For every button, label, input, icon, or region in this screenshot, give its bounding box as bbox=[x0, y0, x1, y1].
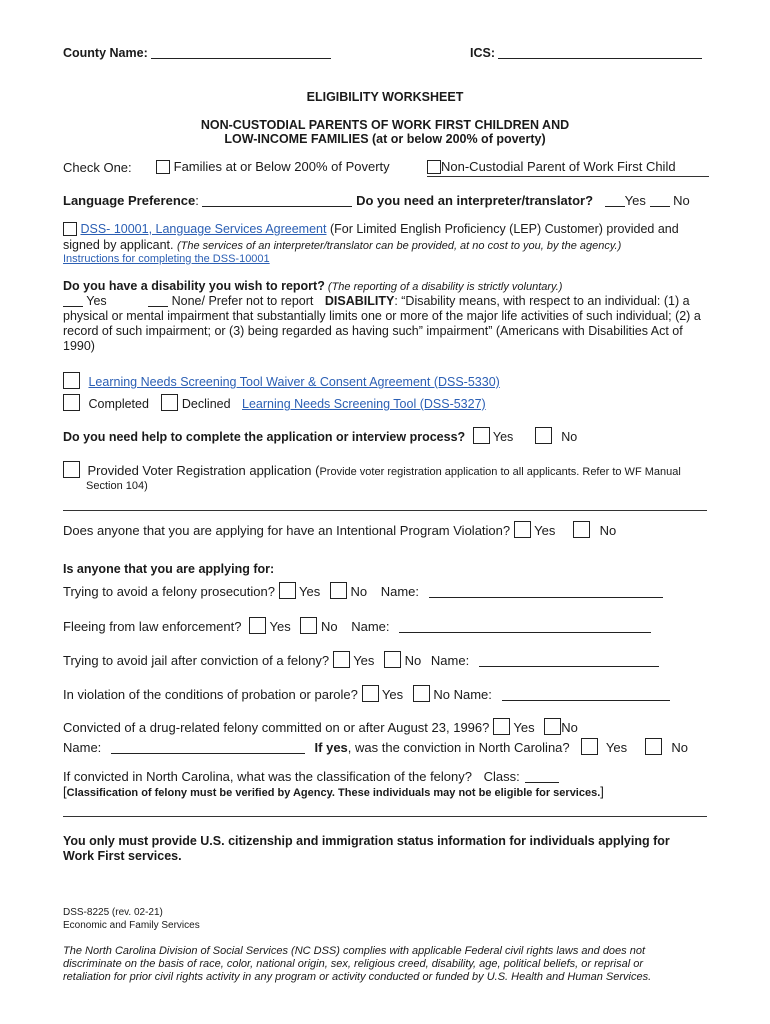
dss10001-row bbox=[63, 222, 679, 236]
help-no-checkbox[interactable] bbox=[535, 427, 552, 444]
language-colon: : bbox=[195, 193, 199, 208]
dss10001-instructions-link[interactable]: Instructions for completing the DSS-10001 bbox=[63, 253, 270, 265]
nc-no-checkbox[interactable] bbox=[645, 738, 662, 755]
drug-yes-label: Yes bbox=[513, 720, 535, 735]
ics-row bbox=[470, 46, 702, 60]
class-label: Class: bbox=[483, 769, 520, 784]
fleeing-no-label: No bbox=[320, 619, 338, 634]
felony-no-checkbox[interactable] bbox=[330, 582, 347, 599]
jail-question: Trying to avoid jail after conviction of a felony? bbox=[63, 653, 330, 668]
families-checkbox[interactable] bbox=[156, 160, 170, 174]
drug-no-label: No bbox=[561, 720, 578, 735]
noncustodial-label: Non-Custodial Parent of Work First Child bbox=[441, 159, 676, 174]
felony-yes-label: Yes bbox=[299, 584, 321, 599]
disability-answer-row bbox=[63, 294, 690, 308]
worksheet-subtitle-1: NON-CUSTODIAL PARENTS OF WORK FIRST CHILDREN AND bbox=[200, 118, 570, 132]
probation-row bbox=[63, 685, 670, 702]
interpreter-yes-label: Yes bbox=[624, 193, 646, 208]
dss10001-signed: signed by applicant. bbox=[63, 238, 177, 252]
dss10001-text: (For Limited English Proficiency (LEP) Customer) provided and bbox=[326, 222, 679, 236]
interpreter-yes-blank[interactable] bbox=[605, 206, 625, 207]
interpreter-no-label: No bbox=[673, 193, 690, 208]
county-name-row bbox=[63, 46, 331, 60]
jail-no-checkbox[interactable] bbox=[384, 651, 401, 668]
classification-note-row: [Classification of felony must be verified by Agency. These individuals may not be eligible for services.] bbox=[63, 784, 604, 799]
dss10001-row-2 bbox=[63, 238, 621, 252]
civil-rights-1: The North Carolina Division of Social Services (NC DSS) complies with applicable Federal civil rights laws and does not bbox=[63, 945, 646, 957]
drug-name-field[interactable] bbox=[111, 753, 305, 754]
lnst-waiver-checkbox[interactable] bbox=[63, 372, 80, 389]
lnst-waiver-link[interactable]: Learning Needs Screening Tool Waiver & Consent Agreement (DSS-5330) bbox=[88, 375, 500, 389]
check-one-option-noncustodial[interactable] bbox=[427, 159, 676, 174]
civil-rights-3: retaliation for prior civil rights activity in any program or activity conducted or funded by U.S. Health and Human Services. bbox=[63, 971, 652, 983]
noncustodial-checkbox[interactable] bbox=[427, 160, 441, 174]
ics-field[interactable] bbox=[498, 58, 702, 59]
interpreter-no-blank[interactable] bbox=[650, 206, 670, 207]
drug-if-yes: If yes bbox=[314, 740, 348, 755]
felony-row bbox=[63, 582, 663, 599]
lnst-tool-link[interactable]: Learning Needs Screening Tool (DSS-5327) bbox=[242, 397, 486, 411]
drug-nc-question: , was the conviction in North Carolina? bbox=[347, 740, 570, 755]
ipv-question: Does anyone that you are applying for have an Intentional Program Violation? bbox=[63, 523, 511, 538]
probation-yes-label: Yes bbox=[381, 687, 404, 702]
voter-label: Provided Voter Registration application ( bbox=[87, 463, 320, 478]
fleeing-question: Fleeing from law enforcement? bbox=[63, 619, 242, 634]
nc-no-label: No bbox=[671, 740, 688, 755]
drug-name-label: Name: bbox=[63, 740, 102, 755]
dss10001-link[interactable]: DSS- 10001, Language Services Agreement bbox=[80, 222, 327, 236]
ipv-no-checkbox[interactable] bbox=[573, 521, 590, 538]
disability-def-2: physical or mental impairment that substantially limits one or more of the major life activities of such individual; (2) a bbox=[63, 309, 701, 323]
disability-none-label: None/ Prefer not to report bbox=[171, 294, 314, 308]
disability-yes-blank[interactable] bbox=[63, 306, 83, 307]
help-row bbox=[63, 427, 577, 444]
fleeing-row bbox=[63, 617, 651, 634]
voter-note-2: Section 104) bbox=[86, 480, 148, 492]
probation-yes-checkbox[interactable] bbox=[362, 685, 379, 702]
drug-yes-checkbox[interactable] bbox=[493, 718, 510, 735]
nc-yes-checkbox[interactable] bbox=[581, 738, 598, 755]
disability-question: Do you have a disability you wish to report? bbox=[63, 279, 325, 293]
classification-row bbox=[63, 769, 559, 784]
civil-rights-2: discriminate on the basis of race, color, national origin, sex, religious creed, disability, age, political beliefs, or reprisal or bbox=[63, 958, 644, 970]
jail-yes-label: Yes bbox=[353, 653, 375, 668]
probation-name-field[interactable] bbox=[502, 700, 670, 701]
lnst-declined-label: Declined bbox=[181, 397, 231, 411]
worksheet-title: ELIGIBILITY WORKSHEET bbox=[306, 90, 464, 104]
felony-yes-checkbox[interactable] bbox=[279, 582, 296, 599]
fleeing-name-label: Name: bbox=[351, 619, 390, 634]
fleeing-no-checkbox[interactable] bbox=[300, 617, 317, 634]
applying-heading: Is anyone that you are applying for: bbox=[63, 562, 275, 576]
disability-note: (The reporting of a disability is strictly voluntary.) bbox=[324, 281, 563, 293]
section-divider-2 bbox=[63, 816, 707, 817]
check-one-label: Check One: bbox=[63, 160, 132, 175]
probation-no-checkbox[interactable] bbox=[413, 685, 430, 702]
voter-checkbox[interactable] bbox=[63, 461, 80, 478]
worksheet-subtitle-2: LOW-INCOME FAMILIES (at or below 200% of poverty) bbox=[224, 132, 546, 146]
ipv-row bbox=[63, 521, 616, 538]
class-field[interactable] bbox=[525, 782, 559, 783]
disability-yes-label: Yes bbox=[86, 294, 107, 308]
fleeing-name-field[interactable] bbox=[399, 632, 651, 633]
dss10001-checkbox[interactable] bbox=[63, 222, 77, 236]
probation-question: In violation of the conditions of probation or parole? bbox=[63, 687, 358, 702]
dss10001-note: (The services of an interpreter/translator can be provided, at no cost to you, by the agency.) bbox=[176, 240, 622, 252]
citizenship-line-2: Work First services. bbox=[63, 849, 182, 863]
nc-yes-label: Yes bbox=[605, 740, 628, 755]
language-field[interactable] bbox=[202, 206, 352, 207]
drug-no-checkbox[interactable] bbox=[544, 718, 561, 735]
families-label: Families at or Below 200% of Poverty bbox=[173, 159, 390, 174]
voter-row bbox=[63, 461, 681, 478]
section-divider-1 bbox=[63, 510, 707, 511]
citizenship-line-1: You only must provide U.S. citizenship and immigration status information for individuals applying for bbox=[63, 834, 670, 848]
check-one-option-families[interactable] bbox=[156, 159, 390, 174]
department: Economic and Family Services bbox=[63, 920, 200, 931]
felony-no-label: No bbox=[350, 584, 368, 599]
disability-def-label: DISABILITY bbox=[324, 294, 395, 308]
language-label: Language Preference bbox=[63, 193, 196, 208]
ics-label: ICS: bbox=[470, 46, 495, 60]
disability-def-3: record of such impairment; or (3) being regarded as having such” impairment” (Americans with Disabilities Act of bbox=[63, 324, 683, 338]
ipv-yes-label: Yes bbox=[534, 523, 556, 538]
voter-note: Provide voter registration application to all applicants. Refer to WF Manual bbox=[319, 466, 681, 478]
jail-name-field[interactable] bbox=[479, 666, 659, 667]
disability-def-1: : “Disability means, with respect to an individual: (1) a bbox=[394, 294, 690, 308]
lnst-completed-label: Completed bbox=[88, 397, 149, 411]
jail-yes-checkbox[interactable] bbox=[333, 651, 350, 668]
felony-name-field[interactable] bbox=[429, 597, 663, 598]
drug-name-row bbox=[63, 738, 688, 755]
drug-question: Convicted of a drug-related felony committed on or after August 23, 1996? bbox=[63, 720, 490, 735]
help-question: Do you need help to complete the application or interview process? bbox=[63, 430, 466, 444]
help-yes-label: Yes bbox=[492, 430, 514, 444]
check-one-underline bbox=[427, 176, 709, 177]
lnst-waiver-row bbox=[63, 372, 500, 389]
jail-name-label: Name: bbox=[430, 653, 470, 668]
lnst-status-row bbox=[63, 394, 486, 411]
lnst-completed-checkbox[interactable] bbox=[63, 394, 80, 411]
drug-row bbox=[63, 718, 578, 735]
ipv-no-label: No bbox=[599, 523, 617, 538]
interpreter-question: Do you need an interpreter/translator? bbox=[356, 193, 594, 208]
help-yes-checkbox[interactable] bbox=[473, 427, 490, 444]
classification-note: Classification of felony must be verified by Agency. These individuals may not be eligible for services. bbox=[66, 787, 601, 799]
felony-question: Trying to avoid a felony prosecution? bbox=[63, 584, 275, 599]
lnst-declined-checkbox[interactable] bbox=[161, 394, 178, 411]
disability-none-blank[interactable] bbox=[148, 306, 168, 307]
ipv-yes-checkbox[interactable] bbox=[514, 521, 531, 538]
fleeing-yes-checkbox[interactable] bbox=[249, 617, 266, 634]
disability-def-4: 1990) bbox=[63, 339, 95, 353]
disability-question-row bbox=[63, 279, 562, 293]
county-name-label: County Name: bbox=[63, 46, 148, 60]
jail-no-label: No bbox=[404, 653, 422, 668]
classification-question: If convicted in North Carolina, what was the classification of the felony? bbox=[63, 769, 472, 784]
fleeing-yes-label: Yes bbox=[269, 619, 291, 634]
felony-name-label: Name: bbox=[380, 584, 420, 599]
jail-row bbox=[63, 651, 659, 668]
language-row bbox=[63, 193, 690, 208]
county-name-field[interactable] bbox=[151, 58, 331, 59]
probation-no-name-label: No Name: bbox=[433, 687, 492, 702]
help-no-label: No bbox=[561, 430, 578, 444]
form-id: DSS-8225 (rev. 02-21) bbox=[63, 907, 163, 918]
